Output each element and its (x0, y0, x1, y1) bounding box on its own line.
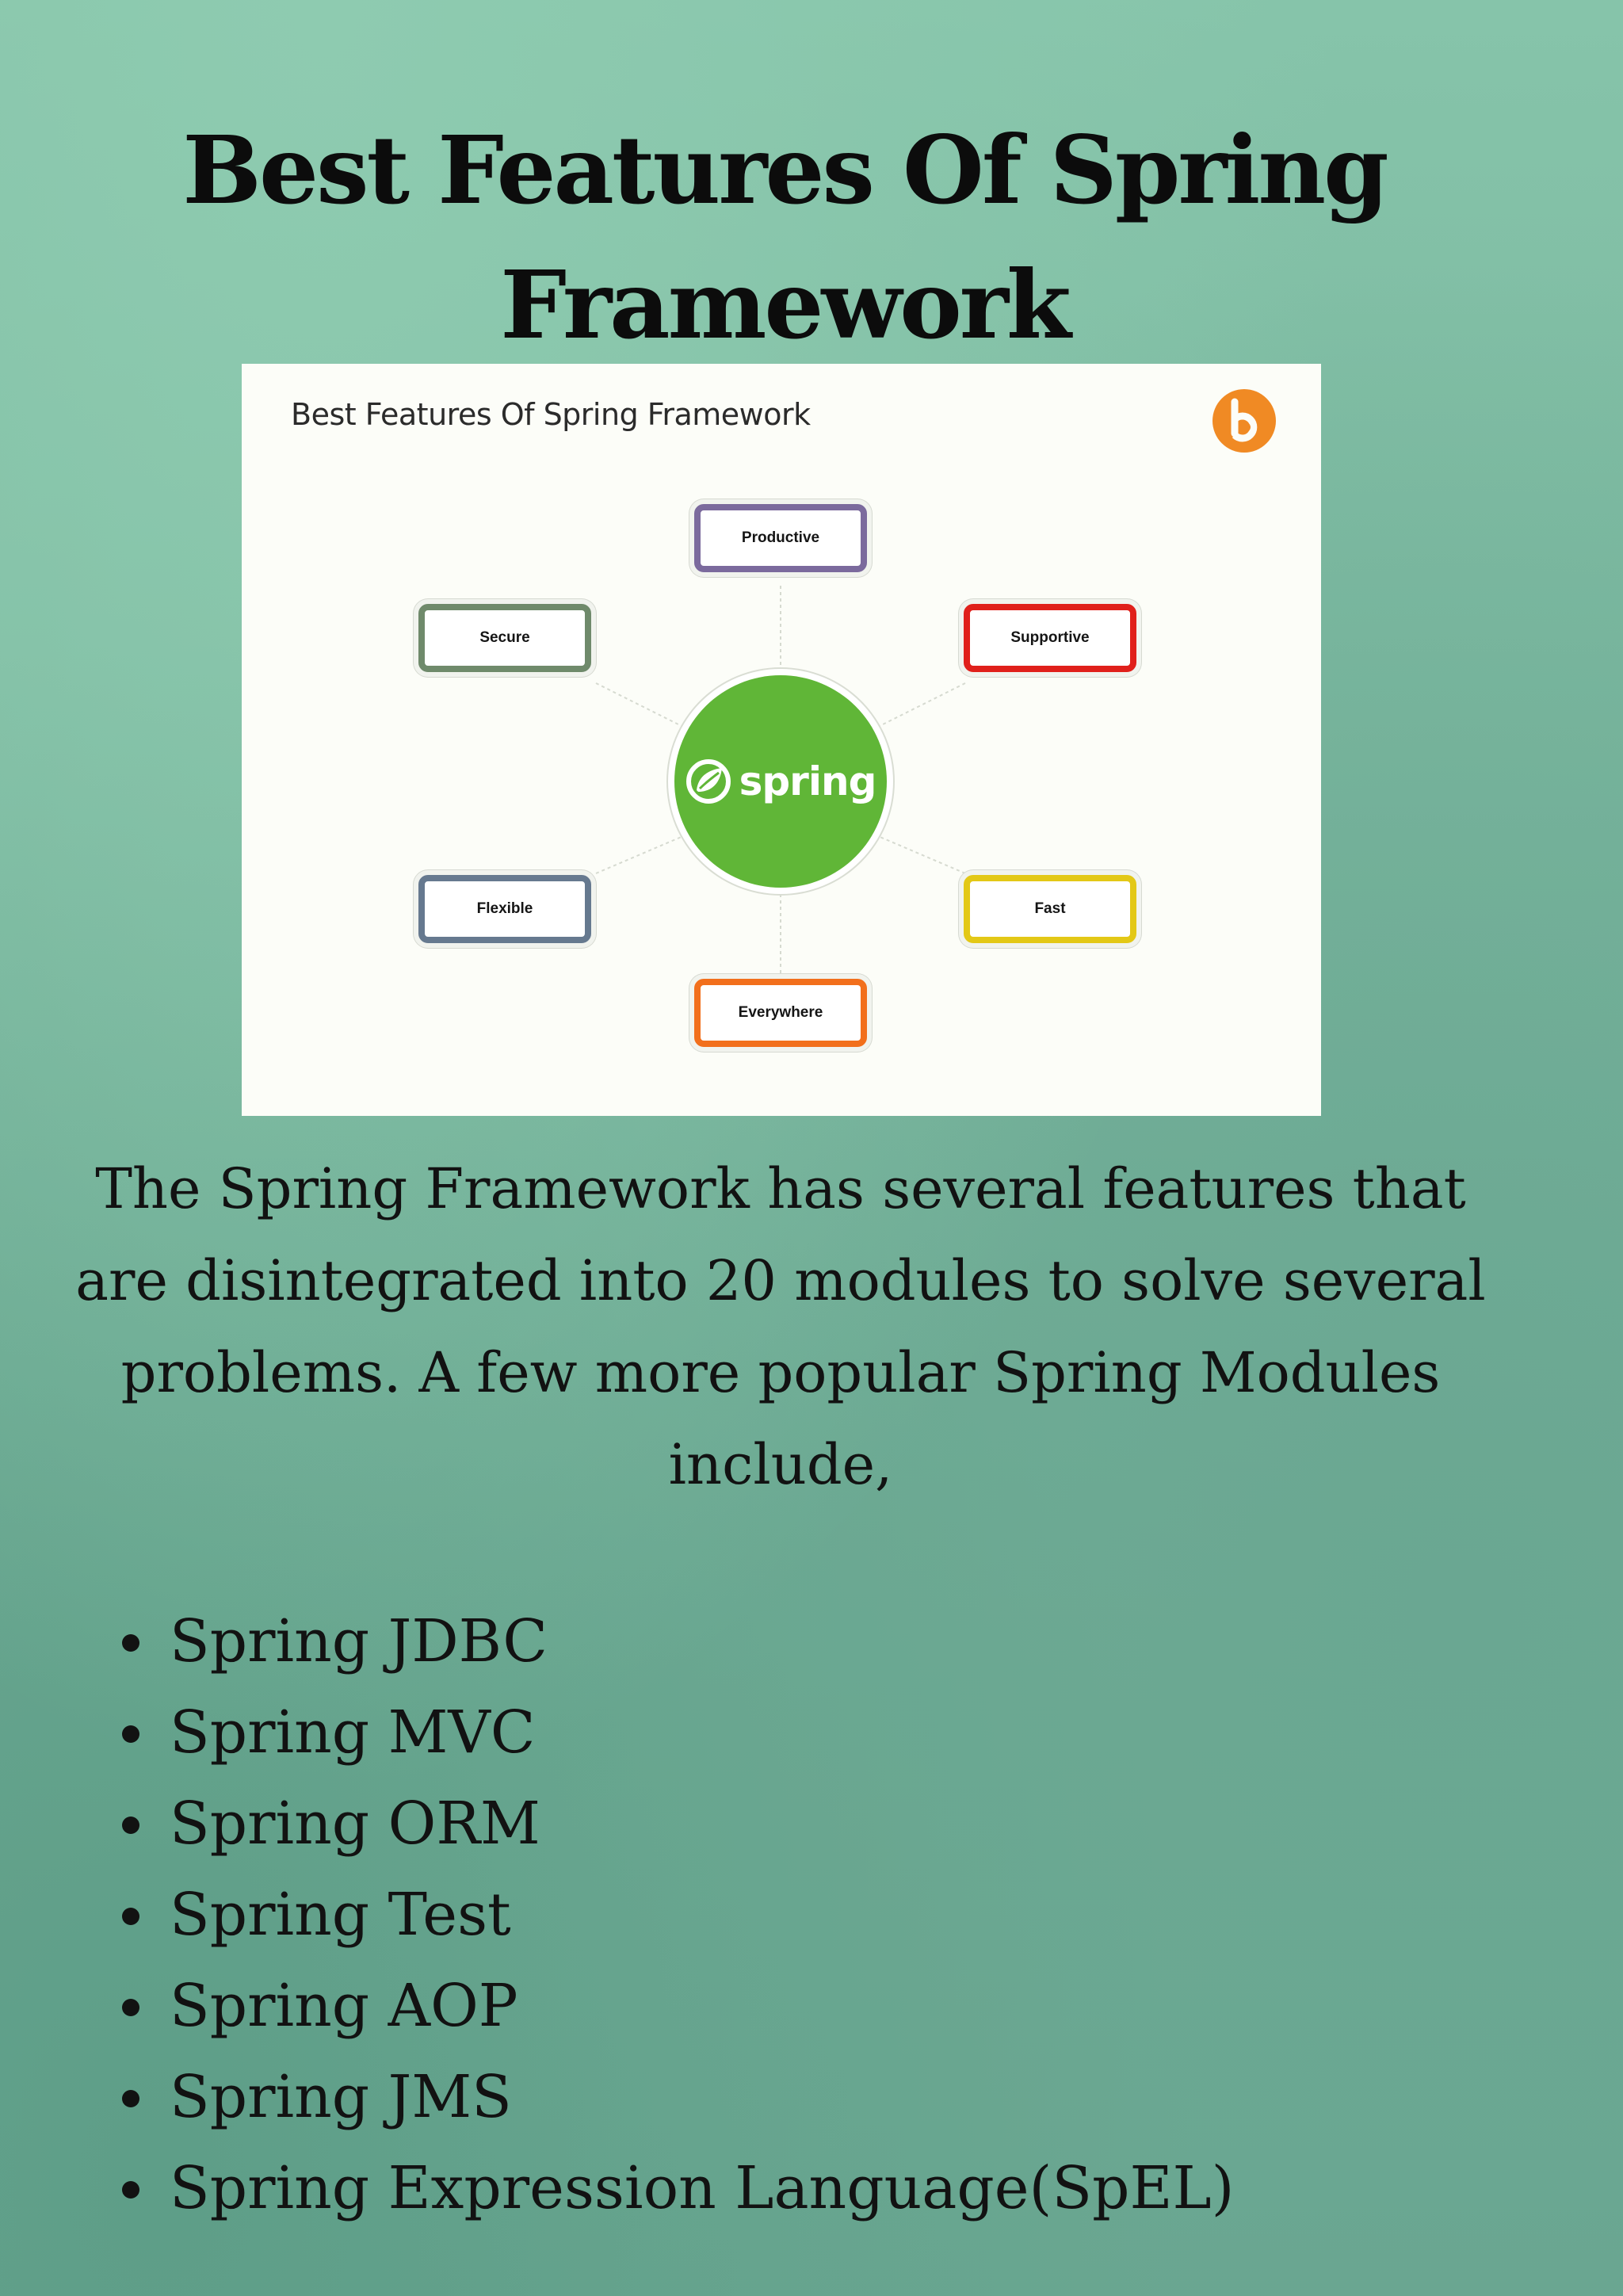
spring-logo-text: spring (739, 758, 876, 804)
feature-flexible (418, 875, 591, 943)
feature-label: Everywhere (738, 1004, 823, 1021)
feature-everywhere (694, 979, 867, 1047)
feature-label: Secure (479, 629, 530, 646)
feature-label: Supportive (1010, 629, 1090, 646)
feature-label: Productive (741, 529, 820, 546)
features-infographic (242, 364, 1321, 1116)
page-title: Best Features Of Spring Framework (182, 115, 1387, 360)
list-item: Spring MVC (119, 1687, 1235, 1778)
feature-fast (964, 875, 1136, 943)
spring-logo-hub (674, 675, 887, 888)
feature-supportive (964, 604, 1136, 672)
description-paragraph: The Spring Framework has several features that are disintegrated into 20 modules to solve several problems. A few more popular Spring Modules include, (75, 1156, 1486, 1497)
infographic-title: Best Features Of Spring Framework (291, 397, 811, 432)
list-item: Spring JDBC (119, 1596, 1235, 1687)
list-item: Spring ORM (119, 1778, 1235, 1870)
list-item: Spring Expression Language(SpEL) (119, 2143, 1235, 2234)
feature-productive (694, 504, 867, 572)
list-item: Spring AOP (119, 1961, 1235, 2052)
feature-label: Flexible (476, 900, 533, 917)
feature-secure (418, 604, 591, 672)
list-item: Spring JMS (119, 2052, 1235, 2143)
list-item: Spring Test (119, 1870, 1235, 1961)
modules-list (119, 1596, 1235, 2234)
feature-label: Fast (1034, 900, 1066, 917)
spring-leaf-icon (685, 758, 731, 804)
